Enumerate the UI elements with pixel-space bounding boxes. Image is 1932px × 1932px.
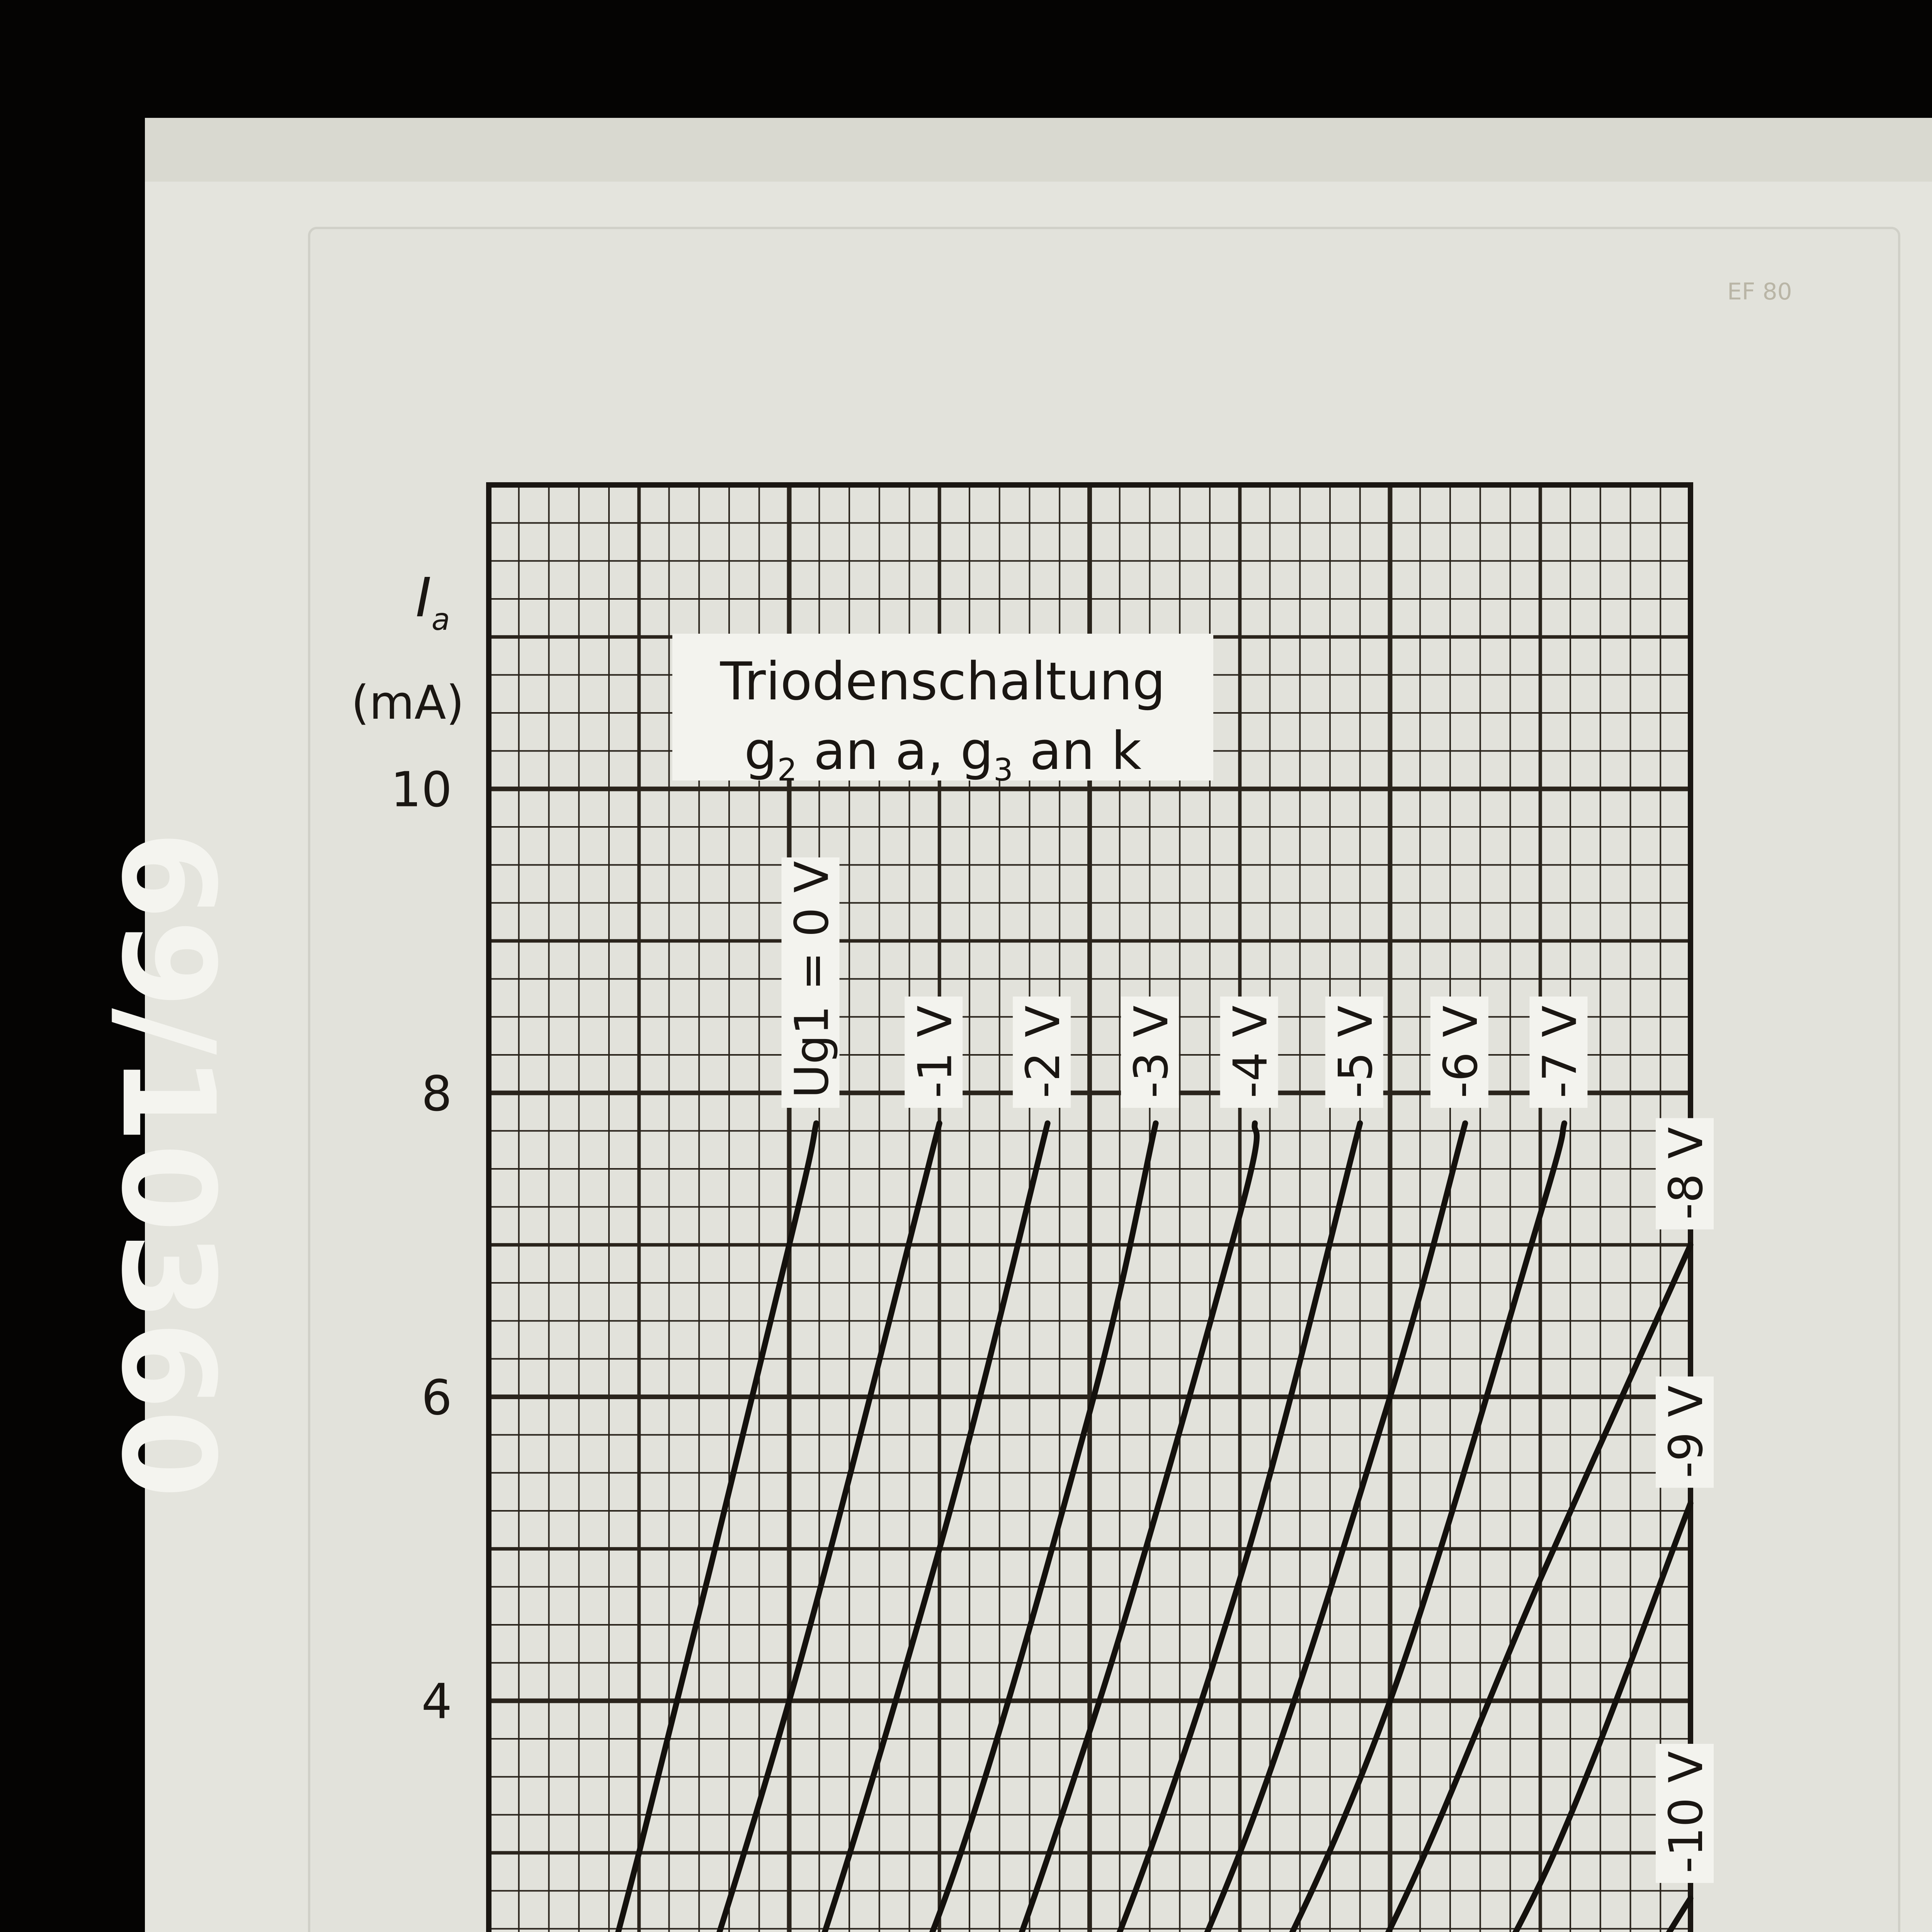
series-label (1430, 997, 1488, 1108)
series-label (1656, 1376, 1714, 1488)
series-label-text: -2 V (1017, 1005, 1071, 1098)
series-label (1220, 997, 1278, 1108)
chart-title: Triodenschaltung (720, 651, 1166, 712)
series-label (781, 857, 839, 1108)
y-axis-symbol: $I_a$ (415, 566, 450, 637)
series-label-text: -8 V (1660, 1127, 1713, 1220)
y-tick-label: 6 (421, 1370, 452, 1426)
negative-number: 69/10360 (94, 831, 242, 1498)
y-tick-label: 10 (390, 762, 452, 818)
series-label (1656, 1744, 1714, 1883)
y-tick-label: 8 (421, 1066, 452, 1122)
y-tick-label: 4 (421, 1673, 452, 1730)
series-label-text: -1 V (908, 1005, 963, 1098)
title-box (672, 634, 1213, 788)
series-label-text: -9 V (1660, 1385, 1713, 1478)
series-label (1013, 997, 1071, 1108)
series-label-text: -6 V (1434, 1005, 1488, 1098)
series-label-text: -4 V (1224, 1005, 1278, 1098)
y-axis-unit: (mA) (351, 676, 464, 730)
corner-mark: EF 80 (1727, 278, 1792, 305)
series-label-text: -7 V (1533, 1005, 1587, 1098)
top-tape (145, 118, 1932, 182)
series-label-text: -10 V (1660, 1751, 1713, 1873)
series-label (1121, 997, 1179, 1108)
series-label-text: -5 V (1329, 1005, 1383, 1098)
chart-subtitle: $g_2$ an a, $g_3$ an k (744, 721, 1142, 788)
series-label-text: Ug1 = 0 V (785, 861, 839, 1098)
series-label (1325, 997, 1383, 1108)
series-label (905, 997, 963, 1108)
series-label (1529, 997, 1587, 1108)
series-label-text: -3 V (1125, 1005, 1179, 1098)
series-label (1656, 1118, 1714, 1230)
